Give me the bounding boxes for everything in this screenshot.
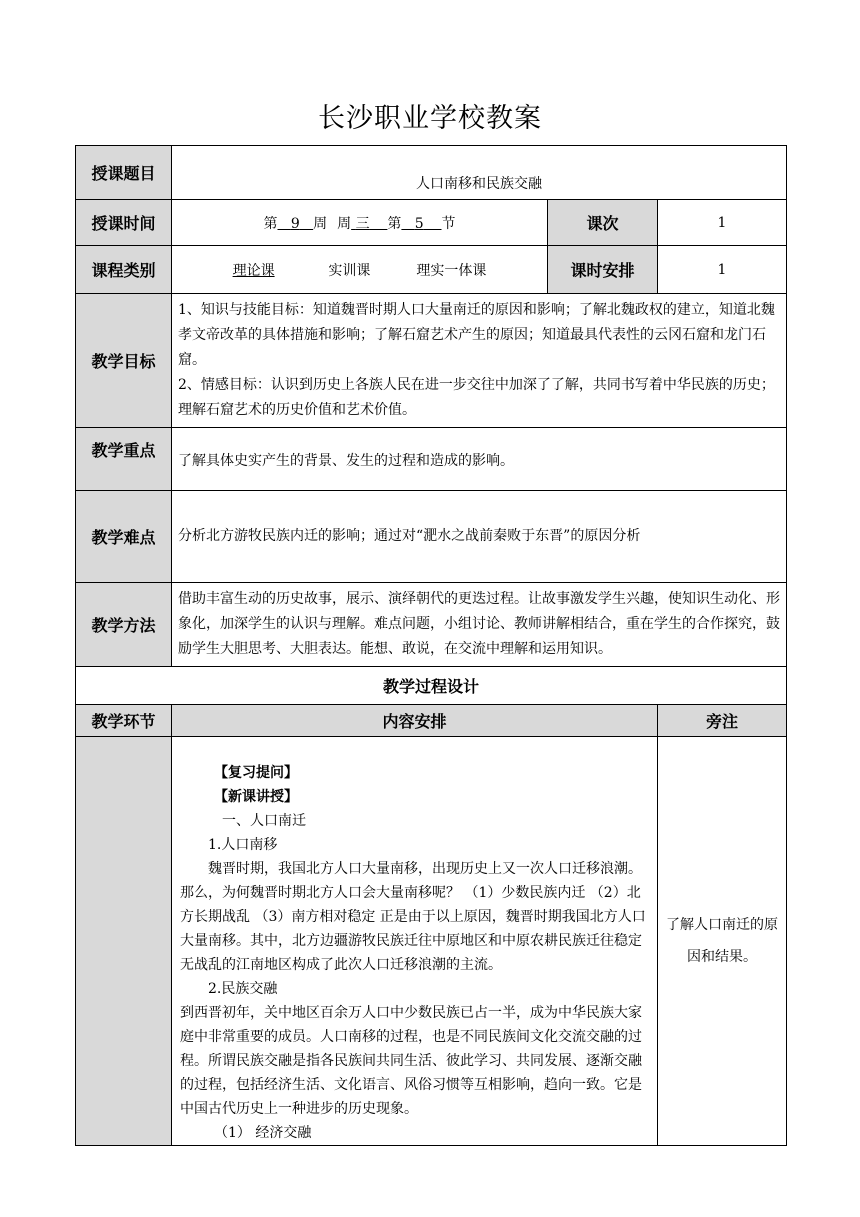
review-heading: 【复习提问】: [214, 765, 298, 781]
content-cell: [172, 737, 658, 1146]
new-heading: 【新课讲授】: [214, 789, 298, 805]
topic-label: 授课题目: [76, 146, 172, 200]
objectives-p2: 2、情感目标：认识到历史上各族人民在进一步交往中加深了了解，共同书写着中华民族的历史；理解石窟艺术的历史价值和艺术价值。: [178, 377, 775, 418]
col-note-header: 旁注: [658, 705, 787, 737]
hours-value: 1: [658, 246, 787, 294]
objectives-p1: 1、知识与技能目标：知道魏晋时期人口大量南迁的原因和影响；了解北魏政权的建立，知道北魏孝文帝改革的具体措施和影响；了解石窟艺术产生的原因；知道最具代表性的云冈石窟和龙门石窟。: [178, 302, 775, 368]
objectives-value: [172, 294, 787, 428]
key-points-label: 教学重点: [76, 428, 172, 491]
category-theory: 理论课: [232, 262, 275, 279]
category-practice: 实训课: [328, 262, 371, 279]
category-options: [172, 246, 548, 294]
side-note: 了解人口南迁的原因和结果。: [658, 737, 787, 1146]
difficulties-value: 分析北方游牧民族内迁的影响；通过对“淝水之战前秦败于东晋”的原因分析: [172, 491, 787, 583]
key-points-value: 了解具体史实产生的背景、发生的过程和造成的影响。: [172, 428, 787, 491]
session-label: 课次: [548, 200, 658, 246]
topic-value: 人口南移和民族交融: [172, 146, 787, 200]
paragraph-1: 魏晋时期，我国北方人口大量南移，出现历史上又一次人口迁移浪潮。那么，为何魏晋时期北方人口会大量南移呢？ （1）少数民族内迁 （2）北方长期战乱 （3）南方相对稳定 正是由于以上原因，魏晋时期我国北方人口大量南移。其中，北方边疆游牧民族迁往中原地区和中原农耕民族迁往稳定无战乱的江南地区构成了此次人口迁移浪潮的主流。: [180, 861, 646, 973]
time-label: 授课时间: [76, 200, 172, 246]
category-label: 课程类别: [76, 246, 172, 294]
page-title: 长沙职业学校教案: [318, 103, 542, 134]
difficulties-label: 教学难点: [76, 491, 172, 583]
time-value: 第 9 周 周 三 第 5 节: [172, 200, 548, 246]
stage-cell: [76, 737, 172, 1146]
sub-heading-1: 1.人口南移: [208, 837, 278, 853]
sub-heading-2: 2.民族交融: [208, 981, 278, 997]
methods-value: 借助丰富生动的历史故事，展示、演绎朝代的更迭过程。让故事激发学生兴趣，使知识生动化、形象化，加深学生的认识与理解。难点问题，小组讨论、教师讲解相结合，重在学生的合作探究，鼓励学生大胆思考、大胆表达。能想、敢说，在交流中理解和运用知识。: [172, 583, 787, 667]
objectives-label: 教学目标: [76, 294, 172, 428]
paragraph-2: 到西晋初年，关中地区百余万人口中少数民族已占一半，成为中华民族大家庭中非常重要的成员。人口南移的过程，也是不同民族间文化交流交融的过程。所谓民族交融是指各民族间共同生活、彼此学习、共同发展、逐渐交融的过程，包括经济生活、文化语言、风俗习惯等互相影响，趋向一致。它是中国古代历史上一种进步的历史现象。: [180, 1005, 642, 1117]
section-heading: 一、人口南迁: [222, 813, 306, 829]
lesson-plan-table: [75, 145, 787, 1146]
col-content-header: 内容安排: [172, 705, 658, 737]
item-1: （1） 经济交融: [214, 1125, 312, 1141]
col-stage-header: 教学环节: [76, 705, 172, 737]
category-integrated: 理实一体课: [416, 262, 487, 279]
process-title: 教学过程设计: [76, 667, 787, 705]
session-value: 1: [658, 200, 787, 246]
hours-label: 课时安排: [548, 246, 658, 294]
methods-label: 教学方法: [76, 583, 172, 667]
